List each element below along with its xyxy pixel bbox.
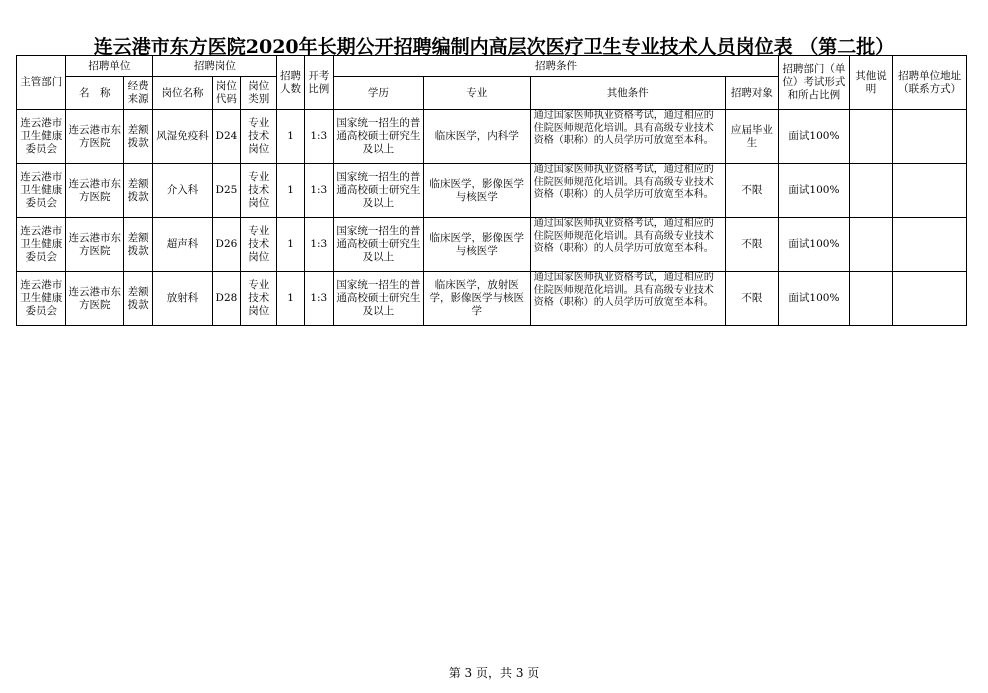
table-row <box>17 272 967 326</box>
cell-education: 国家统一招生的普通高校硕士研究生及以上 <box>333 164 423 218</box>
cell-count: 1 <box>277 110 304 164</box>
cell-count: 1 <box>277 218 304 272</box>
cell-dept: 连云港市卫生健康委员会 <box>17 218 66 272</box>
header-count: 招聘人数 <box>277 56 304 110</box>
header-fund: 经费来源 <box>123 77 152 110</box>
table-row <box>17 164 967 218</box>
header-post-code: 岗位代码 <box>212 77 240 110</box>
cell-major: 临床医学，放射医学，影像医学与核医学 <box>423 272 530 326</box>
header-education: 学历 <box>333 77 423 110</box>
cell-code: D24 <box>212 110 240 164</box>
cell-contact <box>893 110 967 164</box>
header-target: 招聘对象 <box>725 77 779 110</box>
cell-ratio: 1:3 <box>304 110 333 164</box>
cell-exam: 面试100% <box>779 272 850 326</box>
cell-dept: 连云港市卫生健康委员会 <box>17 272 66 326</box>
cell-unit: 连云港市东方医院 <box>66 218 124 272</box>
cell-other: 通过国家医师执业资格考试，通过相应的住院医师规范化培训。具有高级专业技术资格（职称）的人员学历可放宽至本科。 <box>530 218 725 272</box>
cell-contact <box>893 272 967 326</box>
cell-other: 通过国家医师执业资格考试，通过相应的住院医师规范化培训。具有高级专业技术资格（职称）的人员学历可放宽至本科。 <box>530 164 725 218</box>
header-conditions: 招聘条件 <box>333 56 778 77</box>
cell-major: 临床医学，影像医学与核医学 <box>423 218 530 272</box>
cell-ratio: 1:3 <box>304 272 333 326</box>
cell-target: 不限 <box>725 164 779 218</box>
table-row <box>17 110 967 164</box>
cell-count: 1 <box>277 164 304 218</box>
cell-target: 不限 <box>725 218 779 272</box>
cell-code: D28 <box>212 272 240 326</box>
header-other: 其他条件 <box>530 77 725 110</box>
cell-notes <box>849 218 892 272</box>
cell-fund: 差额拨款 <box>123 164 152 218</box>
cell-code: D25 <box>212 164 240 218</box>
header-ratio: 开考比例 <box>304 56 333 110</box>
header-unit-name: 名 称 <box>66 77 124 110</box>
cell-type: 专业技术岗位 <box>241 164 277 218</box>
cell-type: 专业技术岗位 <box>241 272 277 326</box>
header-post-name: 岗位名称 <box>153 77 213 110</box>
page-footer: 第 3 页，共 3 页 <box>448 666 540 680</box>
cell-code: D26 <box>212 218 240 272</box>
cell-ratio: 1:3 <box>304 218 333 272</box>
cell-post: 风湿免疫科 <box>153 110 213 164</box>
cell-dept: 连云港市卫生健康委员会 <box>17 110 66 164</box>
cell-fund: 差额拨款 <box>123 218 152 272</box>
cell-dept: 连云港市卫生健康委员会 <box>17 164 66 218</box>
cell-exam: 面试100% <box>779 218 850 272</box>
header-dept: 主管部门 <box>17 56 66 110</box>
cell-major: 临床医学，影像医学与核医学 <box>423 164 530 218</box>
cell-other: 通过国家医师执业资格考试，通过相应的住院医师规范化培训。具有高级专业技术资格（职称）的人员学历可放宽至本科。 <box>530 272 725 326</box>
header-unit: 招聘单位 <box>66 56 153 77</box>
cell-type: 专业技术岗位 <box>241 218 277 272</box>
header-notes: 其他说明 <box>849 56 892 110</box>
cell-notes <box>849 110 892 164</box>
cell-post: 超声科 <box>153 218 213 272</box>
table-row <box>17 218 967 272</box>
cell-exam: 面试100% <box>779 164 850 218</box>
cell-target: 不限 <box>725 272 779 326</box>
cell-unit: 连云港市东方医院 <box>66 272 124 326</box>
cell-unit: 连云港市东方医院 <box>66 164 124 218</box>
cell-count: 1 <box>277 272 304 326</box>
cell-fund: 差额拨款 <box>123 110 152 164</box>
cell-contact <box>893 218 967 272</box>
cell-major: 临床医学，内科学 <box>423 110 530 164</box>
cell-unit: 连云港市东方医院 <box>66 110 124 164</box>
cell-contact <box>893 164 967 218</box>
cell-type: 专业技术岗位 <box>241 110 277 164</box>
positions-table <box>16 55 967 326</box>
header-contact: 招聘单位地址（联系方式） <box>893 56 967 110</box>
cell-education: 国家统一招生的普通高校硕士研究生及以上 <box>333 218 423 272</box>
cell-education: 国家统一招生的普通高校硕士研究生及以上 <box>333 110 423 164</box>
cell-post: 介入科 <box>153 164 213 218</box>
cell-other: 通过国家医师执业资格考试，通过相应的住院医师规范化培训。具有高级专业技术资格（职称）的人员学历可放宽至本科。 <box>530 110 725 164</box>
header-major: 专业 <box>423 77 530 110</box>
header-post-type: 岗位类别 <box>241 77 277 110</box>
cell-notes <box>849 164 892 218</box>
cell-notes <box>849 272 892 326</box>
cell-education: 国家统一招生的普通高校硕士研究生及以上 <box>333 272 423 326</box>
cell-exam: 面试100% <box>779 110 850 164</box>
cell-fund: 差额拨款 <box>123 272 152 326</box>
header-post: 招聘岗位 <box>153 56 277 77</box>
cell-post: 放射科 <box>153 272 213 326</box>
cell-ratio: 1:3 <box>304 164 333 218</box>
header-exam: 招聘部门（单位）考试形式和所占比例 <box>779 56 850 110</box>
page-title: 连云港市东方医院2020年长期公开招聘编制内高层次医疗卫生专业技术人员岗位表 （第二批） <box>93 36 895 58</box>
cell-target: 应届毕业生 <box>725 110 779 164</box>
